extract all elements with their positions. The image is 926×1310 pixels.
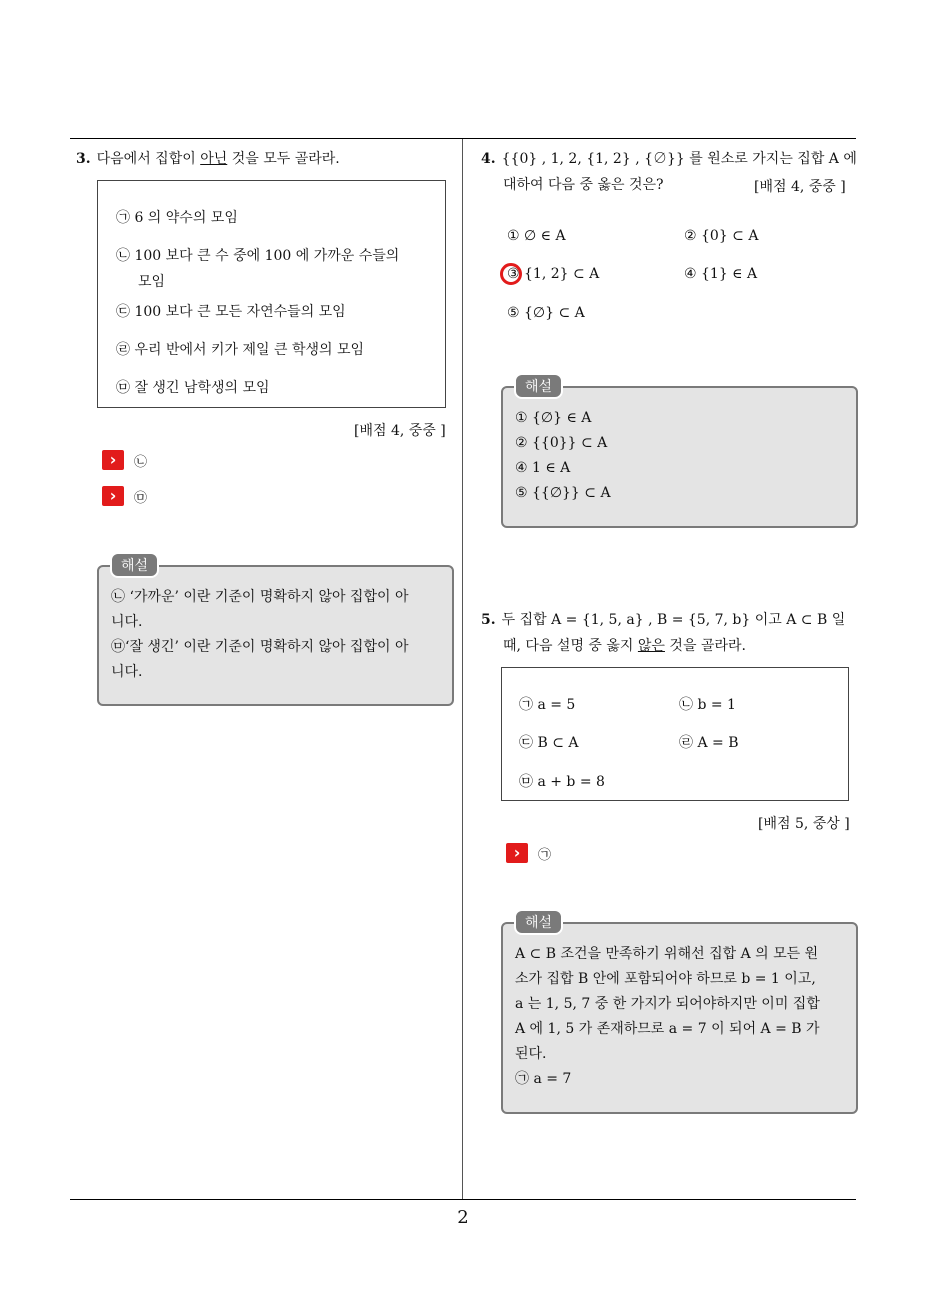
q3-answer-1 bbox=[102, 450, 147, 470]
q5-answer-1-value: ㉠ bbox=[538, 847, 552, 863]
q5-exp-line-2: 소가 집합 B 안에 포함되어야 하므로 b = 1 이고, bbox=[515, 971, 816, 987]
q5-item-3: ㉢ B ⊂ A bbox=[519, 735, 579, 751]
q4-choice-1: ① ∅ ∈ A bbox=[507, 228, 566, 244]
q4-explanation-text bbox=[515, 406, 611, 506]
q5-explanation-box bbox=[501, 922, 858, 1114]
q4-choice-3: ③ {1, 2} ⊂ A bbox=[507, 266, 600, 282]
q5-exp-line-5: 된다. bbox=[515, 1046, 547, 1062]
answer-arrow-icon: › bbox=[102, 450, 124, 470]
q3-answer-2 bbox=[102, 486, 147, 506]
q5-score: [배점 5, 중상 ] bbox=[758, 816, 850, 832]
q5-exp-line-4: A 에 1, 5 가 존재하므로 a = 7 이 되어 A = B 가 bbox=[515, 1021, 820, 1037]
q3-item-4: ㉣ 우리 반에서 키가 제일 큰 학생의 모임 bbox=[116, 342, 365, 358]
q4-stem-line-1: {{0} , 1, 2, {1, 2} , {∅}} 를 원소로 가지는 집합 A 에 bbox=[501, 151, 857, 167]
q3-answer-1-value: ㉡ bbox=[134, 454, 148, 470]
q4-choice-5: ⑤ {∅} ⊂ A bbox=[507, 305, 585, 321]
q3-item-5: ㉤ 잘 생긴 남학생의 모임 bbox=[116, 380, 270, 396]
q4-explanation-box bbox=[501, 386, 858, 528]
q4-score: [배점 4, 중중 ] bbox=[754, 179, 846, 195]
top-rule bbox=[70, 138, 856, 139]
q5-answer-1 bbox=[506, 843, 551, 863]
q3-stem: 3. 다음에서 집합이 아닌 것을 모두 골라라. bbox=[76, 151, 340, 167]
q5-exp-line-1: A ⊂ B 조건을 만족하기 위해선 집합 A 의 모든 원 bbox=[515, 946, 819, 962]
q3-explanation-box bbox=[97, 565, 454, 706]
q4-exp-line-2: ② {{0}} ⊂ A bbox=[515, 435, 608, 451]
q5-item-4: ㉣ A = B bbox=[679, 735, 739, 751]
q5-explanation-tag: 해설 bbox=[514, 909, 563, 935]
q5-items-box bbox=[501, 667, 849, 801]
q3-exp-line-2: 니다. bbox=[111, 614, 143, 630]
q4-explanation-tag: 해설 bbox=[514, 373, 563, 399]
q5-item-1: ㉠ a = 5 bbox=[519, 697, 576, 713]
q5-item-5: ㉤ a + b = 8 bbox=[519, 774, 605, 790]
column-divider bbox=[462, 139, 463, 1199]
q4-stem-line-2: 대하여 다음 중 옳은 것은? bbox=[503, 177, 664, 193]
q3-answer-2-value: ㉤ bbox=[134, 490, 148, 506]
q3-score: [배점 4, 중중 ] bbox=[354, 423, 446, 439]
q3-explanation-tag: 해설 bbox=[110, 552, 159, 578]
q5-item-2: ㉡ b = 1 bbox=[679, 697, 736, 713]
q4-number: 4. bbox=[481, 151, 496, 167]
q3-item-3: ㉢ 100 보다 큰 모든 자연수들의 모임 bbox=[116, 304, 346, 320]
q5-explanation-text bbox=[515, 942, 820, 1092]
q4-choice-2: ② {0} ⊂ A bbox=[684, 228, 759, 244]
q5-exp-line-3: a 는 1, 5, 7 중 한 가지가 되어야하지만 이미 집합 bbox=[515, 996, 820, 1012]
answer-arrow-icon: › bbox=[506, 843, 528, 863]
q3-number: 3. bbox=[76, 151, 91, 167]
q3-explanation-text bbox=[111, 585, 408, 685]
answer-arrow-icon: › bbox=[102, 486, 124, 506]
q4-choice-4: ④ {1} ∈ A bbox=[684, 266, 758, 282]
q5-stem-line-1: 두 집합 A = {1, 5, a} , B = {5, 7, b} 이고 A ⊂ B 일 bbox=[501, 612, 846, 628]
q3-item-2-cont: 모임 bbox=[138, 274, 166, 290]
q5-exp-line-6: ㉠ a = 7 bbox=[515, 1071, 572, 1087]
q4-exp-line-3: ④ 1 ∈ A bbox=[515, 460, 571, 476]
q3-items-box bbox=[97, 180, 446, 408]
q3-item-1: ㉠ 6 의 약수의 모임 bbox=[116, 210, 238, 226]
q5-number: 5. bbox=[481, 612, 496, 628]
q3-exp-line-3: ㉤‘잘 생긴’ 이란 기준이 명확하지 않아 집합이 아 bbox=[111, 639, 409, 655]
bottom-rule bbox=[70, 1199, 856, 1200]
q5-stem: 5. 두 집합 A = {1, 5, a} , B = {5, 7, b} 이고 A ⊂ B 일 때, 다음 설명 중 옳지 않은 것을 골라라. bbox=[481, 612, 846, 654]
q4-exp-line-1: ① {∅} ∈ A bbox=[515, 410, 592, 426]
q4-exp-line-4: ⑤ {{∅}} ⊂ A bbox=[515, 485, 611, 501]
q3-exp-line-4: 니다. bbox=[111, 664, 143, 680]
page-number: 2 bbox=[457, 1207, 469, 1228]
q3-exp-line-1: ㉡ ‘가까운’ 이란 기준이 명확하지 않아 집합이 아 bbox=[111, 589, 409, 605]
q3-item-2: ㉡ 100 보다 큰 수 중에 100 에 가까운 수들의 bbox=[116, 248, 400, 264]
